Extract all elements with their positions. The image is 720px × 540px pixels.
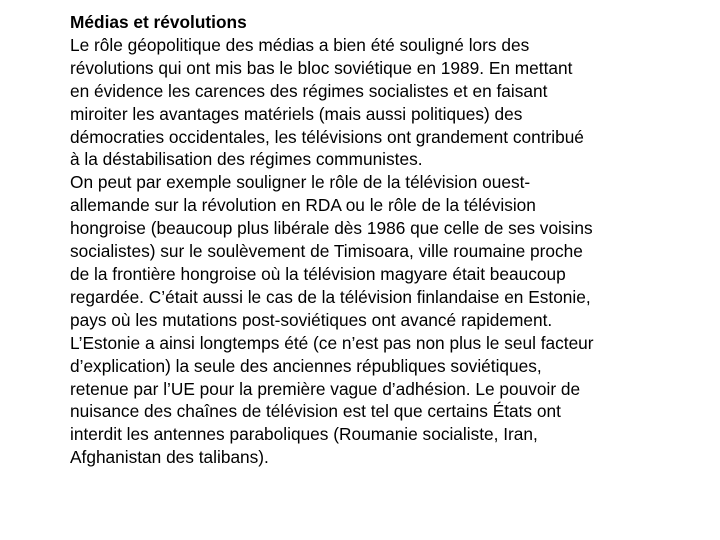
paragraph-2 — [70, 171, 690, 469]
paragraph-1-line: révolutions qui ont mis bas le bloc soviétique en 1989. En mettant — [70, 57, 573, 78]
paragraph-2-line: socialistes) sur le soulèvement de Timisoara, ville roumaine proche — [70, 241, 583, 262]
paragraph-2-line: regardée. C’était aussi le cas de la télévision finlandaise en Estonie, — [70, 286, 591, 307]
slide-text-block — [70, 11, 690, 469]
paragraph-2-line: d’explication) la seule des anciennes républiques soviétiques, — [70, 355, 542, 376]
paragraph-2-line: hongroise (beaucoup plus libérale dès 1986 que celle de ses voisins — [70, 218, 593, 239]
paragraph-2-line: nuisance des chaînes de télévision est tel que certains États ont — [70, 401, 561, 422]
paragraph-2-line: de la frontière hongroise où la télévision magyare était beaucoup — [70, 263, 566, 284]
paragraph-1 — [70, 34, 690, 171]
paragraph-2-line: On peut par exemple souligner le rôle de la télévision ouest- — [70, 172, 531, 193]
paragraph-1-line: Le rôle géopolitique des médias a bien été souligné lors des — [70, 34, 530, 55]
paragraph-1-line: en évidence les carences des régimes socialistes et en faisant — [70, 80, 548, 101]
paragraph-2-line: retenue par l’UE pour la première vague d’adhésion. Le pouvoir de — [70, 378, 581, 399]
paragraph-2-line: L’Estonie a ainsi longtemps été (ce n’est pas non plus le seul facteur — [70, 332, 594, 353]
paragraph-1-line: démocraties occidentales, les télévisions ont grandement contribué — [70, 126, 584, 147]
slide-title: Médias et révolutions — [70, 12, 247, 32]
paragraph-2-line: allemande sur la révolution en RDA ou le rôle de la télévision — [70, 195, 536, 216]
paragraph-2-line: pays où les mutations post-soviétiques ont avancé rapidement. — [70, 309, 553, 330]
paragraph-2-line: Afghanistan des talibans). — [70, 447, 269, 468]
paragraph-1-line: à la déstabilisation des régimes communistes. — [70, 149, 423, 170]
paragraph-2-line: interdit les antennes paraboliques (Roumanie socialiste, Iran, — [70, 424, 538, 445]
paragraph-1-line: miroiter les avantages matériels (mais aussi politiques) des — [70, 103, 523, 124]
